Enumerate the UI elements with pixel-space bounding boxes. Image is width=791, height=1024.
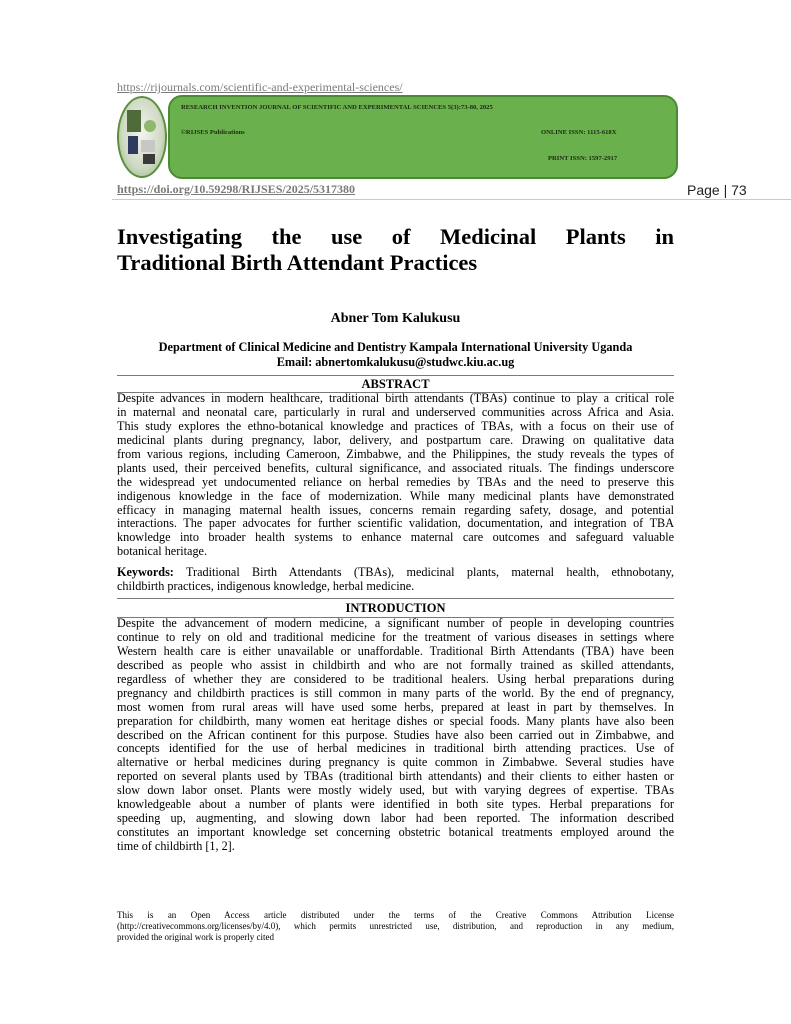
doi-link[interactable]: https://doi.org/10.59298/RIJSES/2025/5317380 (117, 182, 356, 196)
abstract-top-rule (117, 375, 674, 376)
page-number: Page | 73 (687, 182, 747, 198)
intro-line: described on the African continent for this purpose. Studies have also been carried out in Zimbabwe, and (117, 727, 674, 742)
abstract-line: botanical heritage. (117, 544, 208, 559)
abstract-line: indigenous knowledge in the face of modernization. While many medicinal plants have demonstrated (117, 488, 674, 503)
title-line-1 (117, 224, 674, 250)
abstract-line: in maternal and neonatal care, particularly in rural and underserved communities across Africa and Asia. (117, 404, 674, 419)
intro-line: alternative or herbal medicines during pregnancy is quite common in Zimbabwe. Several studies have (117, 755, 674, 770)
keywords-line-2: childbirth practices, indigenous knowledge, herbal medicine. (117, 578, 415, 593)
title-word: Plants (565, 224, 626, 249)
abstract-body (117, 392, 674, 559)
journal-url-link[interactable]: https://rijournals.com/scientific-and-experimental-sciences/ (117, 80, 403, 94)
intro-line: Despite the advancement of modern medicine, a significant number of people in developing countries (117, 616, 674, 630)
abstract-line: from various regions, including Cameroon, Zimbabwe, and the Philippines, the study reveals the types of (117, 446, 674, 461)
abstract-line: plants used, their perceived benefits, cultural significance, and associated rituals. The findings underscore (117, 460, 674, 475)
paper-title (117, 224, 674, 276)
intro-line: pregnancy and childbirth practices is still common in many parts of the world. By the end of pregnancy, (117, 685, 674, 700)
title-word: use (330, 224, 363, 249)
title-word: Investigating (117, 224, 243, 249)
intro-line: Western health care is either unavailable or unaffordable. Traditional Birth Attendants (TBA) have been (117, 643, 674, 658)
intro-line: constitutes an important knowledge set concerning obstetric botanical treatments employed around the (117, 825, 674, 840)
intro-line: most women from rural areas will have used some herbs, prepared at least in part by themselves. In (117, 699, 674, 714)
publisher-label: ©RIJSES Publications (181, 129, 245, 136)
footer-line: (http://creativecommons.org/licenses/by/4.0), which permits unrestricted use, distribution, and reproduction in any medium, (117, 921, 674, 931)
footer-line: provided the original work is properly cited (117, 932, 274, 942)
title-word: the (271, 224, 302, 249)
journal-logo (117, 96, 167, 178)
introduction-heading: INTRODUCTION (345, 601, 446, 615)
abstract-line: the widespread yet undocumented reliance on herbal remedies by TBAs and the need to preserve this (117, 474, 674, 489)
title-word: of (391, 224, 411, 249)
abstract-heading: ABSTRACT (361, 377, 430, 391)
abstract-line: Despite advances in modern healthcare, traditional birth attendants (TBAs) continue to play a critical role (117, 391, 674, 405)
intro-line: continue to rely on old and traditional medicine for the treatment of various diseases in settings where (117, 629, 674, 644)
intro-line: regardless of whether they are considered to be traditional healers. Using herbal preparations during (117, 671, 674, 686)
author-name: Abner Tom Kalukusu (330, 311, 461, 326)
intro-line: time of childbirth [1, 2]. (117, 839, 235, 853)
journal-title: RESEARCH INVENTION JOURNAL OF SCIENTIFIC AND EXPERIMENTAL SCIENCES 5(3):73-80, 2025 (181, 104, 493, 111)
author-affiliation (117, 340, 674, 370)
journal-info-banner (168, 95, 678, 179)
intro-top-rule (117, 598, 674, 599)
affiliation-text: Department of Clinical Medicine and Dentistry Kampala International University Uganda (158, 340, 633, 354)
author-email: Email: abnertomkalukusu@studwc.kiu.ac.ug (276, 355, 515, 369)
intro-line: preparation for childbirth, many women eat heritage dishes or special foods. Many plants have also been (117, 713, 674, 728)
keywords-section (117, 566, 674, 594)
title-word: in (655, 224, 674, 249)
intro-line: knowledgeable about a number of plants were identified in both site types. Herbal preparations for (117, 797, 674, 812)
intro-line: described as people who assist in childbirth and who are not formally trained as skilled attendants, (117, 657, 674, 672)
abstract-line: medicinal plants during pregnancy, labor, delivery, and postpartum care. Drawing on qualitative data (117, 432, 674, 447)
abstract-line: efficacy in managing maternal health issues, concerns remain regarding safety, dosage, and potential (117, 502, 674, 517)
online-issn: ONLINE ISSN: 1115-618X (541, 129, 617, 136)
title-line-2: Traditional Birth Attendant Practices (117, 250, 478, 275)
intro-line: reported on several plants used by TBAs (traditional birth attendants) and their clients to either hasten or (117, 769, 674, 784)
abstract-line: This study explores the ethno-botanical knowledge and practices of TBAs, with a focus on their use of (117, 418, 674, 433)
footer-line: This is an Open Access article distributed under the terms of the Creative Commons Attribution License (117, 910, 674, 920)
intro-line: concepts identified for the use of herbal medicines in traditional birth attending practices. Use of (117, 741, 674, 756)
keywords-line-1: Traditional Birth Attendants (TBAs), medicinal plants, maternal health, ethnobotany, (186, 565, 675, 579)
abstract-line: knowledge into broader health systems to enhance maternal care outcomes and safeguard valuable (117, 530, 674, 545)
intro-line: speeding up, augmenting, and slowing down labor had been reported. The information described (117, 811, 674, 826)
license-footer (117, 910, 674, 943)
title-word: Medicinal (439, 224, 537, 249)
introduction-body (117, 617, 674, 854)
print-issn: PRINT ISSN: 1597-2917 (548, 155, 618, 162)
keywords-label: Keywords: (117, 565, 174, 579)
abstract-line: interactions. The paper advocates for further scientific validation, documentation, and integration of TBA (117, 516, 674, 531)
intro-line: slow down labor onset. Plants were mostly widely used, but with varying degrees of expertise. TBAs (117, 783, 674, 798)
header-divider (112, 199, 791, 200)
